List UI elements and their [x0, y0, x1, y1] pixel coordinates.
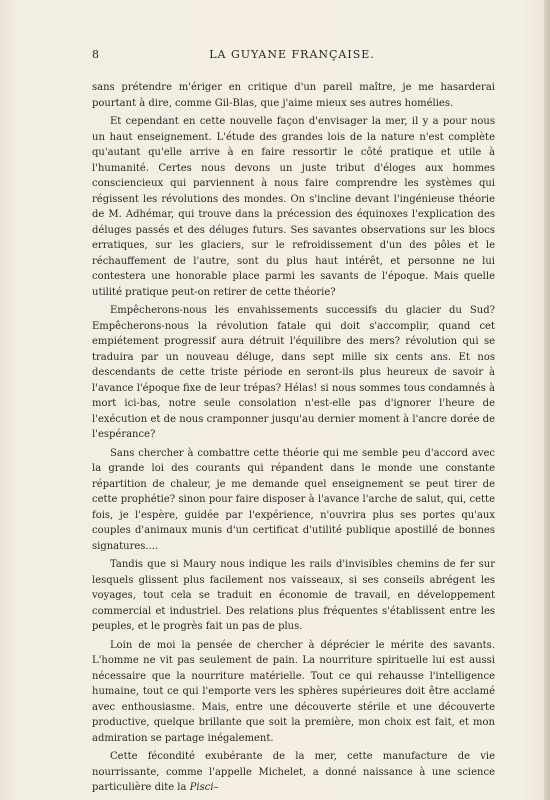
paragraph: sans prétendre m'ériger en critique d'un pareil maître, je me hasarderai pourtant à dire, comme Gil-Blas, que j'aime mieux ses autres homélies. [92, 82, 495, 109]
paragraph: Loin de moi la pensée de chercher à déprécier le mérite des savants. L'homme ne vit pas seulement de pain. La nourriture spirituelle lui est aussi nécessaire que la nourriture matérielle. Tout ce qui rehausse l'intelligence humaine, tout ce qui l'emporte vers les sphères supérieures doit être acclamé avec enthousiasme. Mais, entre une découverte stérile et une découverte productive, quelque brillante que soit la première, mon choix est fait, et mon admiration se partage inégalement. [92, 639, 495, 744]
paragraph: Sans chercher à combattre cette théorie qui me semble peu d'accord avec la grande loi des courants qui répandent dans le monde une constante répartition de chaleur, je me demande quel enseignement se peut tirer de cette prophétie? sinon pour faire disposer à l'avance l'arche de salut, qui, cette fois, je l'espère, guidée par l'expérience, n'ouvrira plus ses portes qu'aux couples d'animaux munis d'un certificat d'utilité publique apostillé de bonnes signatures.... [92, 447, 495, 552]
page-header [92, 48, 492, 64]
paragraph: Empêcherons-nous les envahissements successifs du glacier du Sud? Empêcherons-nous la révolution fatale qui doit s'accomplir, quand cet empiétement progressif aura détruit l'équilibre des mers? révolution qui se traduira par un nouveau déluge, dans sept mille six cents ans. Et nos descendants de cette triste période en seront-ils plus heureux de savoir à l'avance l'époque fixe de leur trépas? Hélas! si nous sommes tous condamnés à mort ici-bas, notre seule consolation n'est-elle pas d'ignorer l'heure de l'exécution et de nous cramponner jusqu'au dernier moment à l'ancre dorée de l'espérance? [92, 305, 495, 440]
paragraph-text: Cette fécondité exubérante de la mer, cette manufacture de vie nourrissante, comme l'appelle Michelet, a donné naissance à une science particulière dite la [92, 751, 495, 793]
running-title: LA GUYANE FRANÇAISE. [209, 48, 375, 61]
page-edge [544, 0, 550, 800]
italic-word: Pisci– [189, 782, 219, 793]
page-number: 8 [92, 48, 99, 61]
paragraph: Tandis que si Maury nous indique les rails d'invisibles chemins de fer sur lesquels glissent plus facilement nos vaisseaux, si ses conseils abrégent les voyages, tout cela se traduit en économie de travail, en développement commercial et industriel. Des relations plus fréquentes s'établissent entre les peuples, et le progrès fait un pas de plus. [92, 559, 495, 632]
paragraph: Et cependant en cette nouvelle façon d'envisager la mer, il y a pour nous un haut enseignement. L'étude des grandes lois de la nature n'est complète qu'autant qu'elle arrive à en faire ressortir le côté pratique et utile à l'humanité. Certes nous devons un juste tribut d'éloges aux hommes consciencieux qui parviennent à nous faire comprendre les systèmes qui régissent les révolutions des mondes. On s'incline devant l'ingénieuse théorie de M. Adhémar, qui trouve dans la précession des équinoxes l'explication des déluges passés et des déluges futurs. Ses savantes observations sur les blocs erratiques, sur les glaciers, sur le refroidissement d'un des pôles et le réchauffement de l'autre, sont du plus haut intérêt, et personne ne lui contestera une honorable place parmi les savants de l'époque. Mais quelle utilité pratique peut-on retirer de cette théorie? [92, 116, 495, 298]
paragraph-last [92, 749, 495, 796]
body-text [92, 80, 495, 799]
